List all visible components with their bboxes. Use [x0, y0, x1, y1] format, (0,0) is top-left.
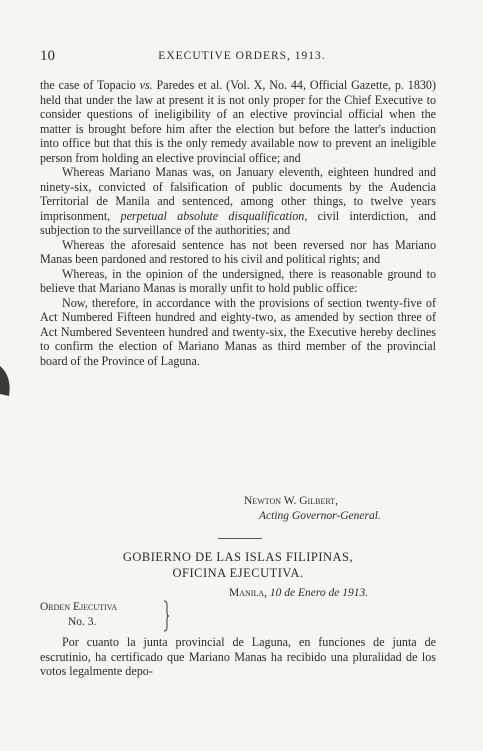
dateline-date: 10 de Enero de 1913.: [269, 587, 369, 599]
paragraph-text: Now, therefore, in accordance with the provisions of section twenty-five of Act Numbered Fifteen hundred and eighty-two, as amended by section three of Act Numbered Seventeen hundred and twenty-six, the Executive hereby declines to confirm the election of Mariano Manas as third member of the provincial board of the Province of Laguna.: [40, 295, 436, 368]
spanish-heading-line2: OFICINA EJECUTIVA.: [172, 566, 304, 580]
paragraph: [40, 267, 436, 296]
dateline: [229, 587, 368, 599]
paragraph-text: Whereas Mariano Manas was, on January eleventh, eighteen hundred and ninety-six, convicted of falsification of public documents by the Audencia Territorial de Manila and sentenced, among other things, to twelve years imprisonment,: [40, 165, 436, 223]
dateline-city: Manila,: [229, 587, 267, 599]
section-divider: [218, 538, 262, 539]
spanish-paragraph: Por cuanto la junta provincial de Laguna, en funciones de junta de escrutinio, ha certificado que Mariano Manas ha recibido una pluralidad de los votos legalmente depo-: [40, 635, 436, 678]
paragraph-text: Paredes et al. (Vol. X, No. 44, Official Gazette, p. 1830) held that under the law at present it is not only proper for the Chief Executive to consider questions of ineligibility of an elective provincial official when the matter is brought before him after the election but before the latter's induction into office but that this is the only remedy available now to prevent an ineligible person from holding an elective provincial office; and: [40, 78, 436, 165]
paragraph-text: Whereas the aforesaid sentence has not been reversed nor has Mariano Manas been pardoned and restored to his civil and political rights; and: [40, 237, 436, 266]
page-header: [40, 48, 444, 64]
order-body: [40, 78, 436, 368]
spanish-heading-line1: GOBIERNO DE LAS ISLAS FILIPINAS,: [122, 550, 354, 564]
signature-name: Newton W. Gilbert,: [244, 495, 338, 507]
page-number: 10: [40, 48, 55, 64]
paragraph-text: , civil interdiction, and subjection to the surveillance of the authorities; and: [40, 208, 436, 237]
italic-text: perpetual absolute disqualification: [120, 208, 305, 223]
paragraph-text: the case of Topacio: [40, 78, 140, 92]
order-number: No. 3.: [68, 616, 97, 628]
signature-title: Acting Governor-General.: [259, 510, 381, 522]
binding-mark-icon: [0, 362, 14, 396]
running-title: EXECUTIVE ORDERS, 1913.: [158, 50, 326, 62]
paragraph: [40, 238, 436, 267]
paragraph-text: Whereas, in the opinion of the undersigned, there is reasonable ground to believe that Mariano Manas is morally unfit to hold public office:: [40, 266, 436, 295]
spanish-text-block: [40, 635, 436, 679]
italic-text: vs.: [139, 78, 153, 92]
paragraph: [40, 165, 436, 238]
brace-icon: [163, 600, 169, 632]
order-label: Orden Ejecutiva: [40, 601, 118, 613]
paragraph: [40, 78, 436, 165]
paragraph: [40, 296, 436, 369]
